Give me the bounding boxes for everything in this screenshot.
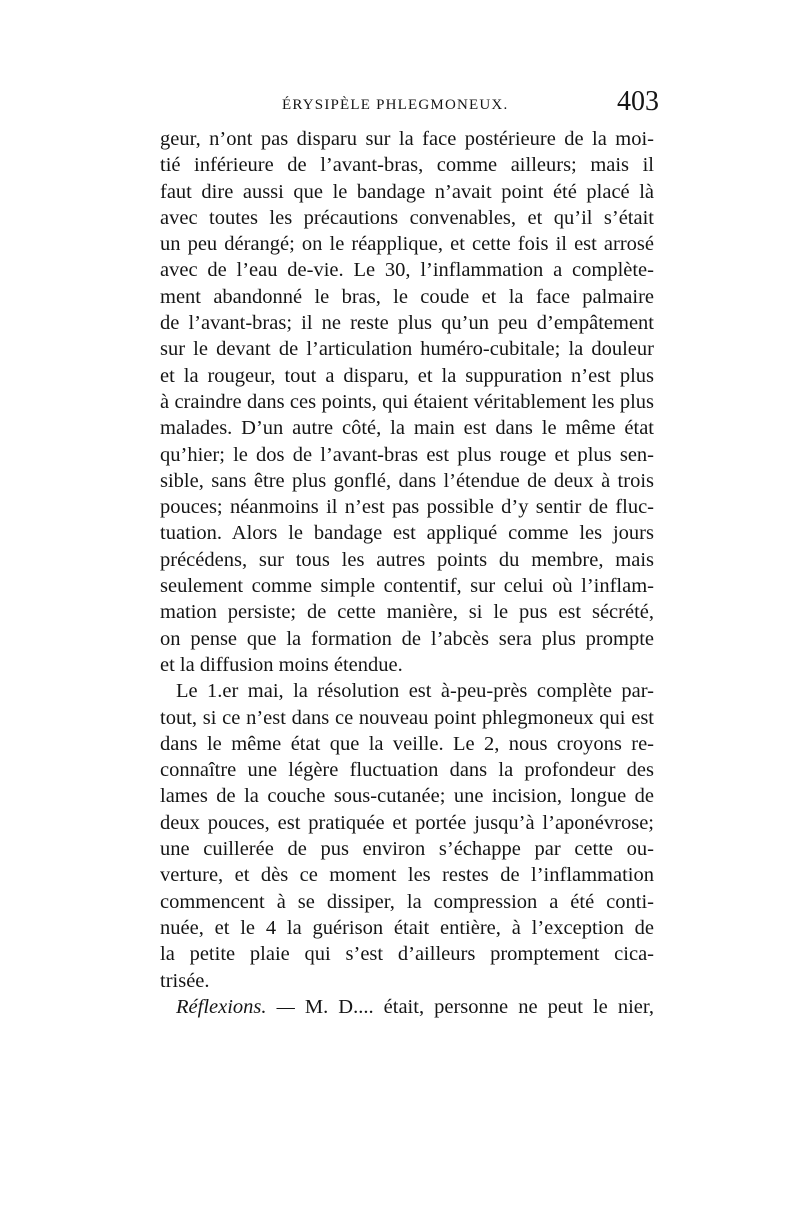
text-line: on pense que la formation de l’abcès sera plus prompte: [160, 627, 654, 650]
text-line: qu’hier; le dos de l’avant-bras est plus rouge et plus sen-: [160, 443, 654, 466]
reflexions-label: Réflexions. —: [176, 995, 295, 1018]
text-line: lames de la couche sous-cutanée; une incision, longue de: [160, 785, 654, 808]
text-line: nuée, et le 4 la guérison était entière, à l’exception de: [160, 916, 654, 939]
text-line: mation persiste; de cette manière, si le pus est sécrété,: [160, 601, 654, 624]
text-line: précédens, sur tous les autres points du membre, mais: [160, 548, 654, 571]
page-number: 403: [617, 86, 659, 117]
text-line: deux pouces, est pratiquée et portée jusqu’à l’aponévrose;: [160, 811, 654, 834]
text-line: avec toutes les précautions convenables, et qu’il s’était: [160, 206, 654, 229]
text-line: la petite plaie qui s’est d’ailleurs promptement cica-: [160, 943, 654, 966]
text-line: malades. D’un autre côté, la main est dans le même état: [160, 417, 654, 440]
running-title: ÉRYSIPÈLE PHLEGMONEUX.: [282, 97, 509, 113]
text-line: avec de l’eau de-vie. Le 30, l’inflammation a complète-: [160, 259, 654, 282]
text-line: à craindre dans ces points, qui étaient véritablement les plus: [160, 390, 654, 413]
text-line: trisée.: [160, 969, 210, 992]
text-line: tié inférieure de l’avant-bras, comme ailleurs; mais il: [160, 154, 654, 177]
reflexions-line: [160, 994, 654, 1020]
text-line: pouces; néanmoins il n’est pas possible d’y sentir de fluc-: [160, 496, 654, 519]
text-line: et la rougeur, tout a disparu, et la suppuration n’est plus: [160, 364, 654, 387]
text-line: sible, sans être plus gonflé, dans l’étendue de deux à trois: [160, 469, 654, 492]
text-line: commencent à se dissiper, la compression a été conti-: [160, 890, 654, 913]
text-line: dans le même état que la veille. Le 2, nous croyons re-: [160, 732, 654, 755]
text-line: verture, et dès ce moment les restes de l’inflammation: [160, 864, 654, 887]
text-line: connaître une légère fluctuation dans la profondeur des: [160, 759, 654, 782]
reflexions-text: M. D.... était, personne ne peut le nier,: [304, 995, 654, 1018]
text-line: sur le devant de l’articulation huméro-cubitale; la douleur: [160, 338, 654, 361]
text-line: un peu dérangé; on le réapplique, et cette fois il est arrosé: [160, 233, 654, 256]
text-line: tout, si ce n’est dans ce nouveau point phlegmoneux qui est: [160, 706, 654, 729]
text-line: faut dire aussi que le bandage n’avait point été placé là: [160, 180, 654, 203]
text-line: Le 1.er mai, la résolution est à-peu-près complète par-: [176, 680, 654, 703]
text-line: geur, n’ont pas disparu sur la face postérieure de la moi-: [160, 128, 654, 150]
text-line: ment abandonné le bras, le coude et la face palmaire: [160, 285, 654, 308]
text-line: et la diffusion moins étendue.: [160, 653, 403, 676]
text-line: une cuillerée de pus environ s’échappe par cette ou-: [160, 838, 654, 861]
text-line: seulement comme simple contentif, sur celui où l’inflam-: [160, 575, 654, 598]
text-line: de l’avant-bras; il ne reste plus qu’un peu d’empâtement: [160, 312, 654, 335]
body-text: [160, 126, 654, 1020]
text-line: tuation. Alors le bandage est appliqué comme les jours: [160, 522, 654, 545]
